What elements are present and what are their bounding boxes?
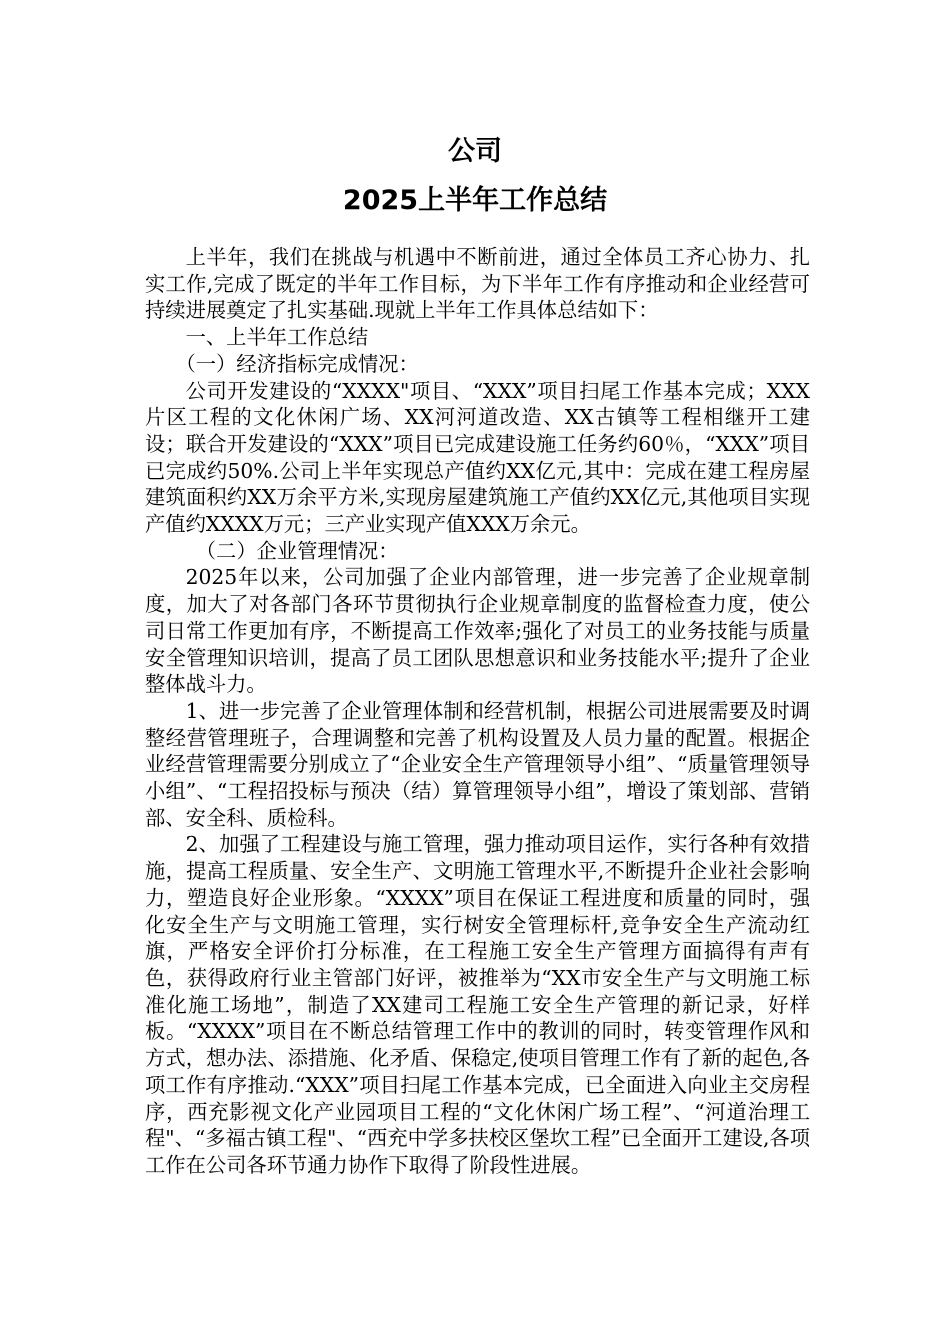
item-1-paragraph: 1、进一步完善了企业管理体制和经营机制，根据公司进展需要及时调整经营管理班子，合理调整和完善了机构设置及人员力量的配置。根据企业经营管理需要分别成立了“企业安全生产管理领导小组”、“质量管理领导小组”、“工程招投标与预决（结）算管理领导小组”，增设了策划部、营销部、安全科、质检科。 (145, 698, 810, 830)
subsection-heading-economic: （一）经济指标完成情况： (175, 351, 419, 376)
document-title-company: 公司 (448, 136, 502, 167)
economic-paragraph: 公司开发建设的“XXXX"项目、“XXX”项目扫尾工作基本完成；XXX片区工程的文化休闲广场、XX河河道改造、XX古镇等工程相继开工建设；联合开发建设的“XXX”项目已完成建设施工任务约60％，“XXX”项目已完成约50%.公司上半年实现总产值约XX亿元,其中：完成在建工程房屋建筑面积约XX万余平方米,实现房屋建筑施工产值约XX亿元,其他项目实现产值约XXXX万元；三产业实现产值XXX万余元。 (145, 378, 810, 537)
item-2-paragraph: 2、加强了工程建设与施工管理，强力推动项目运作，实行各种有效措施，提高工程质量、安全生产、文明施工管理水平,不断提升企业社会影响力，塑造良好企业形象。“XXXX”项目在保证工程进度和质量的同时，强化安全生产与文明施工管理，实行树安全管理标杆,竞争安全生产流动红旗，严格安全评价打分标准，在工程施工安全生产管理方面搞得有声有色，获得政府行业主管部门好评，被推举为“XX市安全生产与文明施工标准化施工场地”，制造了XX建司工程施工安全生产管理的新记录，好样板。“XXXX”项目在不断总结管理工作中的教训的同时，转变管理作风和方式，想办法、添措施、化矛盾、保稳定,使项目管理工作有了新的起色,各项工作有序推动.“XXX”项目扫尾工作基本完成，已全面进入向业主交房程序，西充影视文化产业园项目工程的“文化休闲广场工程”、“河道治理工程"、“多福古镇工程"、“西充中学多扶校区堡坎工程”已全面开工建设,各项工作在公司各环节通力协作下取得了阶段性进展。 (145, 832, 810, 1177)
document-title-summary: 2025上半年工作总结 (342, 185, 608, 216)
intro-paragraph: 上半年，我们在挑战与机遇中不断前进，通过全体员工齐心协力、扎实工作,完成了既定的半年工作目标，为下半年工作有序推动和企业经营可持续进展奠定了扎实基础.现就上半年工作具体总结如下： (145, 245, 810, 323)
management-paragraph: 2025年以来，公司加强了企业内部管理，进一步完善了企业规章制度，加大了对各部门各环节贯彻执行企业规章制度的监督检查力度，使公司日常工作更加有序，不断提高工作效率;强化了对员工的业务技能与质量安全管理知识培训，提高了员工团队思想意识和业务技能水平;提升了企业整体战斗力。 (145, 565, 810, 697)
section-heading: 一、上半年工作总结 (185, 325, 369, 350)
document-body (145, 244, 810, 1179)
subsection-heading-management: （二）企业管理情况： (195, 538, 399, 563)
